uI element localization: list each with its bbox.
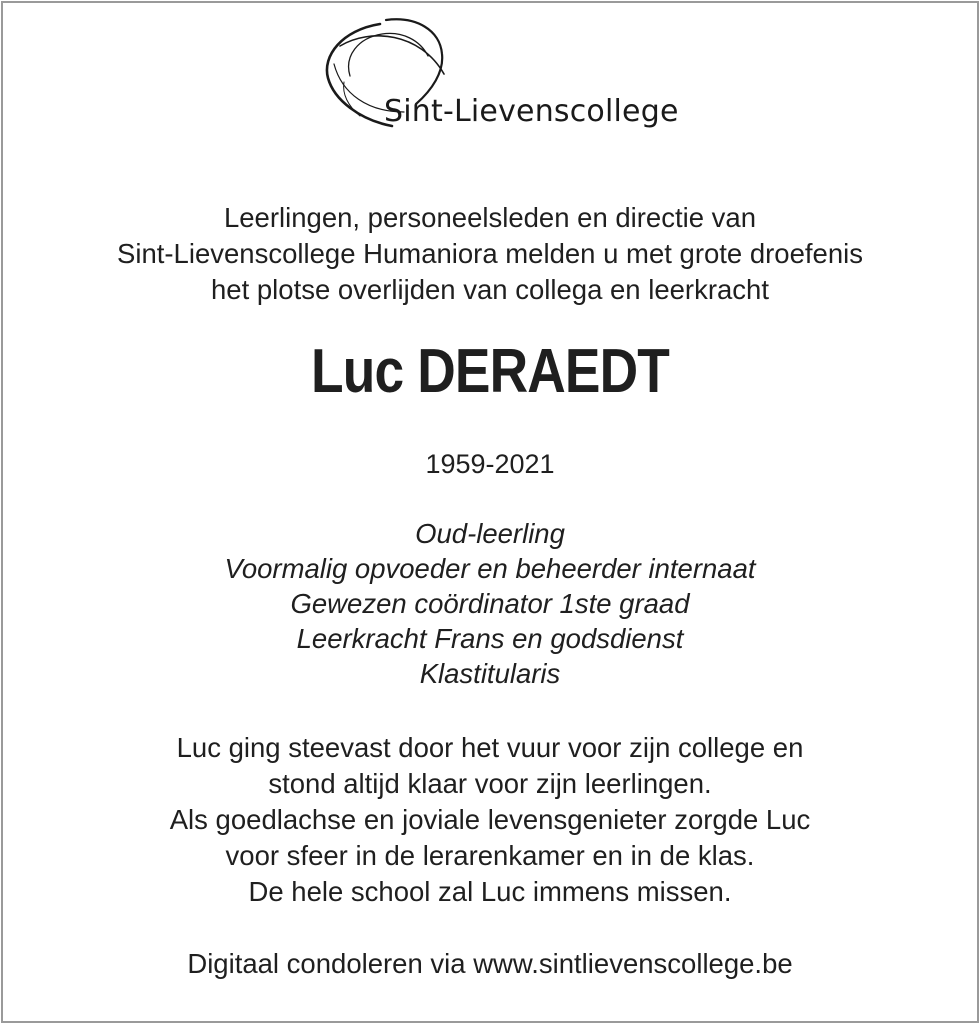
- intro-line: Sint-Lievenscollege Humaniora melden u met grote droefenis: [117, 238, 863, 269]
- tribute-line: voor sfeer in de lerarenkamer en in de klas.: [225, 840, 755, 871]
- school-logo-text: Sint-Lievenscollege: [384, 94, 679, 129]
- role-item: Oud-leerling: [415, 518, 565, 549]
- condolence-line: Digitaal condoleren via www.sintlievenscollege.be: [187, 948, 793, 979]
- school-logo: [320, 16, 740, 134]
- tribute-text: [0, 730, 980, 910]
- tribute-line: Luc ging steevast door het vuur voor zijn college en: [176, 732, 804, 763]
- role-item: Voormalig opvoeder en beheerder internaat: [224, 553, 756, 584]
- roles-list: [0, 516, 980, 691]
- role-item: Gewezen coördinator 1ste graad: [290, 588, 690, 619]
- intro-line: Leerlingen, personeelsleden en directie van: [223, 202, 757, 233]
- tribute-line: stond altijd klaar voor zijn leerlingen.: [268, 768, 712, 799]
- role-item: Klastitularis: [419, 658, 561, 689]
- announcement-intro: [0, 200, 980, 308]
- tribute-line: Als goedlachse en joviale levensgenieter zorgde Luc: [169, 804, 811, 835]
- role-item: Leerkracht Frans en godsdienst: [296, 623, 684, 654]
- deceased-name: Luc DERAEDT: [311, 337, 669, 406]
- life-years: 1959-2021: [425, 449, 555, 479]
- tribute-line: De hele school zal Luc immens missen.: [248, 876, 732, 907]
- intro-line: het plotse overlijden van collega en leerkracht: [211, 274, 769, 305]
